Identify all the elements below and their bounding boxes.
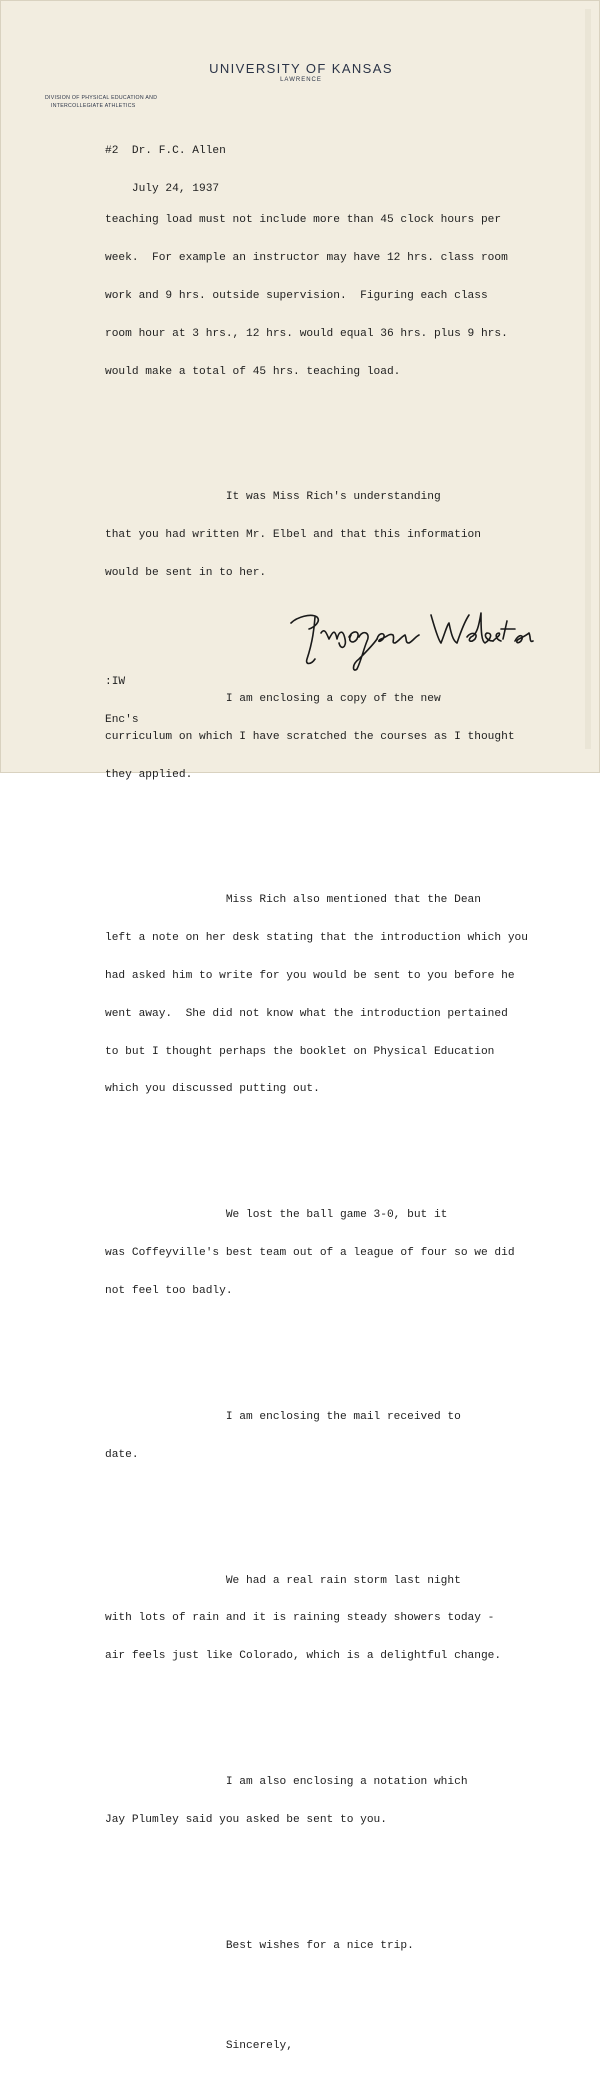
body-line: which you discussed putting out. [105, 1083, 320, 1096]
body-line: to but I thought perhaps the booklet on Physical Education [105, 1045, 495, 1058]
paragraph-4 [105, 869, 528, 1121]
department-line-1: DIVISION OF PHYSICAL EDUCATION AND [45, 95, 158, 101]
body-line: room hour at 3 hrs., 12 hrs. would equal 36 hrs. plus 9 hrs. [105, 327, 508, 340]
closing: Sincerely, [105, 2040, 293, 2053]
department-line-2: INTERCOLLEGIATE ATHLETICS [51, 103, 136, 109]
body-line: We lost the ball game 3-0, but it [105, 1209, 448, 1222]
body-line: week. For example an instructor may have 12 hrs. class room [105, 252, 508, 265]
body-line: date. [105, 1448, 139, 1461]
enclosures-note: Enc's [105, 713, 139, 726]
body-line: We had a real rain storm last night [105, 1574, 461, 1587]
body-line: with lots of rain and it is raining steady showers today - [105, 1612, 495, 1625]
letterhead-institution: UNIVERSITY OF KANSAS [209, 61, 393, 76]
body-line: that you had written Mr. Elbel and that this information [105, 529, 481, 542]
reference-recipient: #2 Dr. F.C. Allen [105, 145, 226, 158]
body-line: Best wishes for a nice trip. [105, 1939, 414, 1952]
typist-initials-block [105, 651, 139, 752]
paragraph-9 [105, 1915, 528, 1978]
body-line: work and 9 hrs. outside supervision. Figuring each class [105, 289, 488, 302]
paragraph-7 [105, 1549, 528, 1688]
body-line: Jay Plumley said you asked be sent to you. [105, 1813, 387, 1826]
paragraph-5 [105, 1184, 528, 1323]
body-line: left a note on her desk stating that the introduction which you [105, 932, 528, 945]
body-line: It was Miss Rich's understanding [105, 491, 441, 504]
handwritten-signature [281, 599, 541, 679]
body-line: air feels just like Colorado, which is a delightful change. [105, 1650, 502, 1663]
letterhead-location: LAWRENCE [280, 77, 322, 83]
body-line: would make a total of 45 hrs. teaching load. [105, 365, 401, 378]
body-line: had asked him to write for you would be sent to you before he [105, 970, 515, 982]
page-edge-shadow [585, 9, 591, 749]
body-line: would be sent in to her. [105, 567, 267, 579]
body-line: I am enclosing a copy of the new [105, 692, 441, 705]
typist-initials: :IW [105, 676, 126, 689]
paragraph-6 [105, 1386, 528, 1487]
body-line: not feel too badly. [105, 1284, 233, 1297]
body-line: curriculum on which I have scratched the courses as I thought [105, 730, 515, 743]
body-line: I am enclosing the mail received to [105, 1410, 461, 1423]
paragraph-3 [105, 668, 528, 807]
letter-body [105, 164, 528, 2078]
paragraph-2 [105, 466, 528, 605]
letterhead-department [45, 94, 157, 110]
paragraph-8 [105, 1751, 528, 1852]
body-line: Miss Rich also mentioned that the Dean [105, 894, 481, 907]
reference-date: July 24, 1937 [105, 182, 220, 195]
body-line: went away. She did not know what the introduction pertained [105, 1007, 508, 1020]
body-line: was Coffeyville's best team out of a league of four so we did [105, 1247, 515, 1260]
body-line: I am also enclosing a notation which [105, 1776, 468, 1788]
body-line: they applied. [105, 768, 193, 781]
body-line: teaching load must not include more than 45 clock hours per [105, 214, 502, 227]
paragraph-1 [105, 189, 528, 403]
